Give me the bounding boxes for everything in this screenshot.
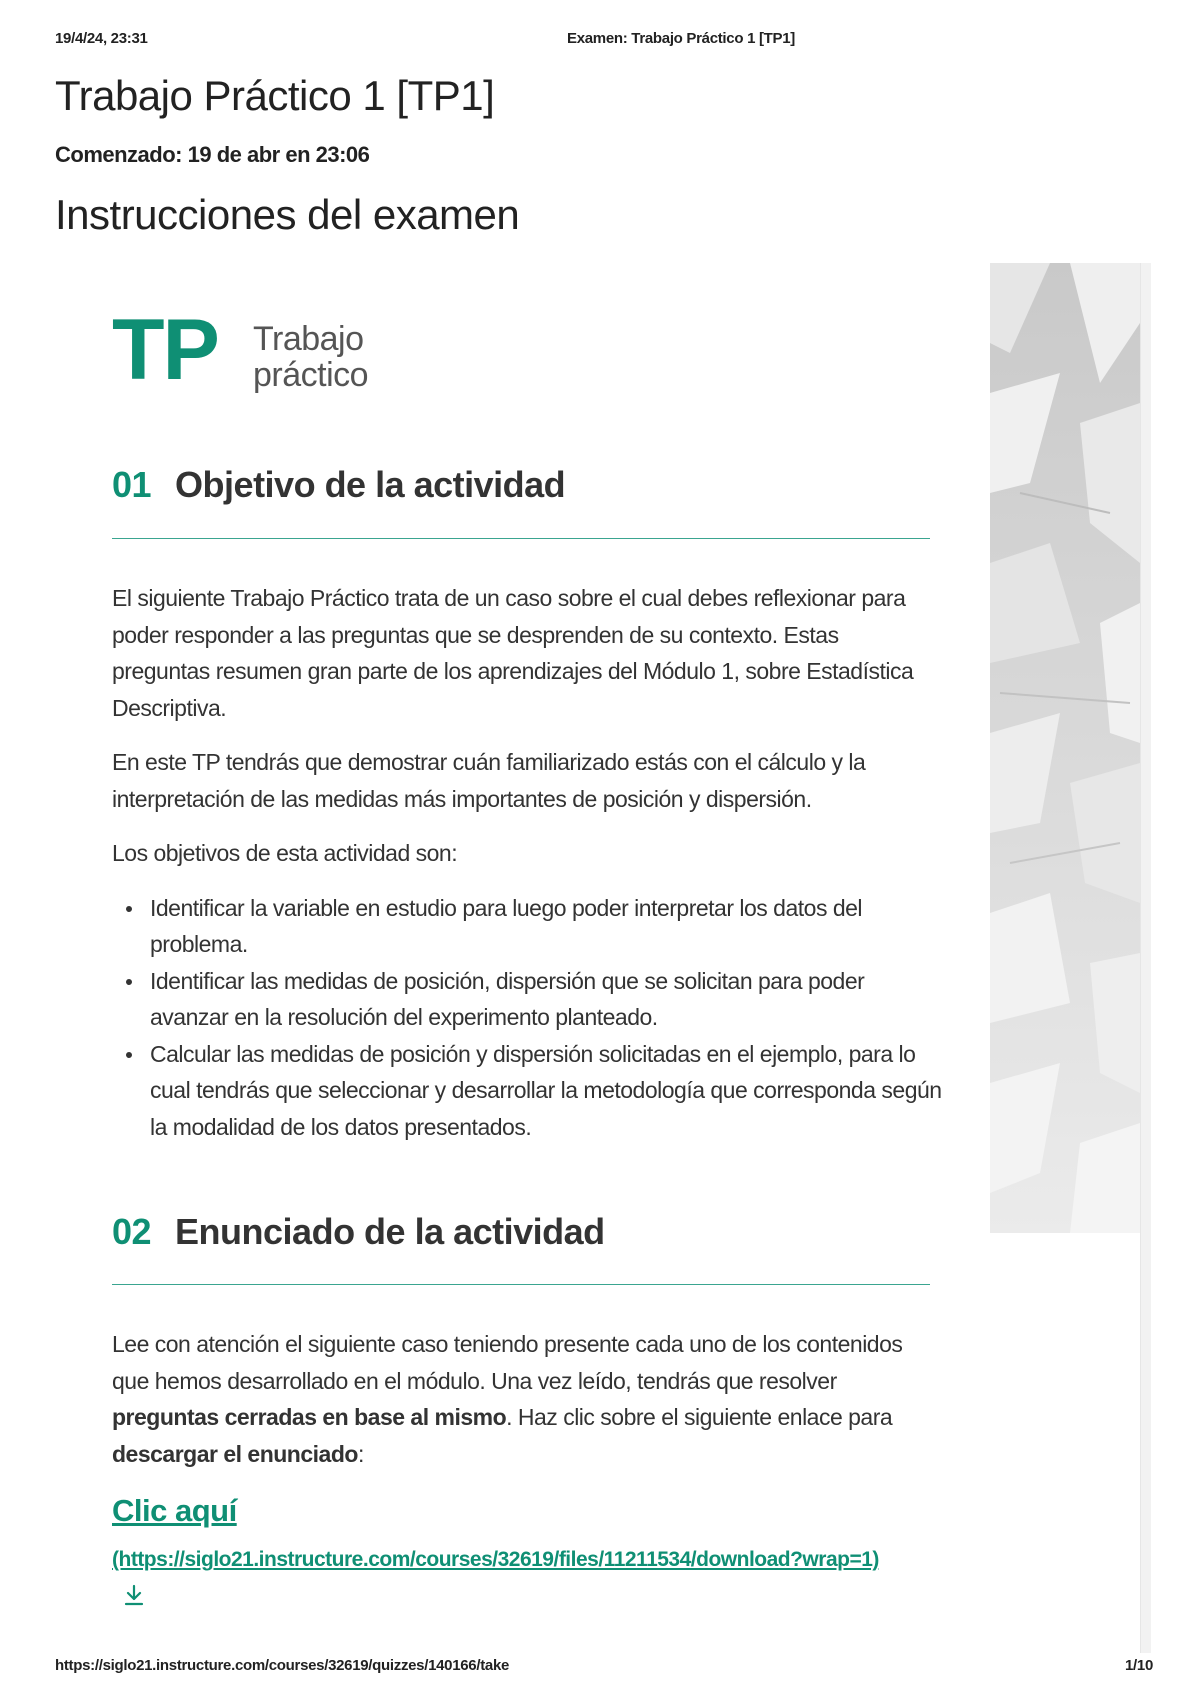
print-datetime: 19/4/24, 23:31 (55, 30, 148, 47)
page-title: Trabajo Práctico 1 [TP1] (55, 72, 495, 119)
paragraph: Los objetivos de esta actividad son: (112, 840, 458, 866)
list-item: Identificar las medidas de posición, dispersión que se solicitan para poder avanzar en la resolución del experimento planteado. (150, 963, 942, 1036)
tp-logo-word-2: práctico (253, 356, 369, 394)
started-timestamp: Comenzado: 19 de abr en 23:06 (55, 142, 370, 167)
paragraph (112, 1326, 942, 1472)
list-item: Identificar la variable en estudio para luego poder interpretar los datos del problema. (150, 890, 942, 963)
text-run-bold: descargar el enunciado (112, 1440, 358, 1467)
instructions-heading: Instrucciones del examen (55, 191, 520, 238)
section-divider (112, 538, 930, 539)
tp-logo-letters: TP (112, 302, 218, 398)
text-run-bold: preguntas cerradas en base al mismo (112, 1404, 507, 1430)
download-icon[interactable] (122, 1582, 146, 1619)
tp-logo-words (253, 321, 368, 393)
decorative-banner-image (990, 263, 1140, 1233)
statement-body (112, 1326, 942, 1490)
paragraph: El siguiente Trabajo Práctico trata de un caso sobre el cual debes reflexionar para poder responder a las preguntas que se desprenden de su contexto. Estas preguntas resumen gran parte de los aprendizajes del Módulo 1, sobre Estadística Descriptiva. (112, 585, 914, 721)
section-title: Objetivo de la actividad (175, 464, 566, 505)
tp-logo-word-1: Trabajo (253, 320, 364, 358)
section-title: Enunciado de la actividad (175, 1211, 605, 1252)
paragraph: En este TP tendrás que demostrar cuán familiarizado estás con el cálculo y la interpretación de las medidas más importantes de posición y dispersión. (112, 749, 866, 812)
download-link[interactable]: Clic aquí (112, 1493, 237, 1528)
section-heading-statement (112, 1211, 605, 1253)
section-number: 02 (112, 1211, 152, 1252)
objectives-list (112, 890, 942, 1146)
text-run: : (357, 1440, 364, 1467)
print-page-title: Examen: Trabajo Práctico 1 [TP1] (567, 30, 795, 47)
print-page-counter: 1/10 (1125, 1657, 1153, 1674)
download-link-url[interactable] (112, 1541, 892, 1619)
section-divider (112, 1284, 930, 1285)
text-run: . Haz clic sobre el siguiente enlace para (506, 1404, 893, 1430)
scrollbar-track[interactable] (1140, 263, 1151, 1653)
list-item: Calcular las medidas de posición y dispersión solicitadas en el ejemplo, para lo cual tendrás que seleccionar y desarrollar la metodología que corresponda según la modalidad de los datos presentados. (150, 1036, 942, 1146)
text-run: Lee con atención el siguiente caso teniendo presente cada uno de los contenidos que hemos desarrollado en el módulo. Una vez leído, tendrás que resolver (112, 1331, 903, 1394)
objective-body (112, 580, 942, 1145)
download-url-text[interactable]: (https://siglo21.instructure.com/courses/32619/files/11211534/download?wrap=1) (112, 1548, 879, 1571)
section-heading-objective (112, 464, 565, 506)
print-url: https://siglo21.instructure.com/courses/32619/quizzes/140166/take (55, 1657, 510, 1674)
section-number: 01 (112, 464, 152, 505)
